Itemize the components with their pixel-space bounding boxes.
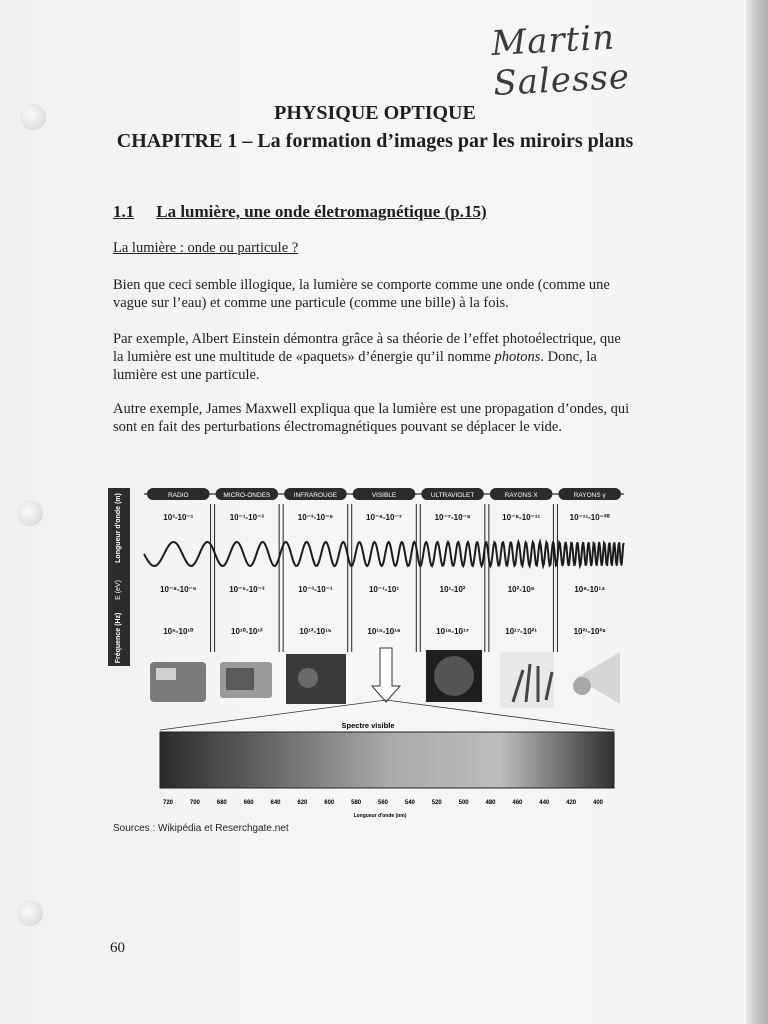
chapter-title: CHAPITRE 1 – La formation d’images par les miroirs plans — [116, 130, 634, 152]
subheading: La lumière : onde ou particule ? — [113, 240, 299, 256]
frequency-value: 10¹⁰-10¹² — [231, 627, 263, 636]
down-arrow — [372, 648, 400, 702]
page-number: 60 — [110, 940, 125, 956]
frequency-value: 10¹⁷-10²¹ — [505, 627, 538, 636]
wavelength-value: 10⁻⁸-10⁻¹¹ — [502, 513, 541, 522]
wavelength-value: 10⁻⁷-10⁻⁸ — [434, 513, 471, 522]
section-title: La lumière, une onde életromagnétique (p.15) — [156, 202, 487, 221]
energy-value: 10⁻¹-10¹ — [368, 585, 400, 594]
sources-caption: Sources : Wikipédia et Reserchgate.net — [113, 823, 289, 834]
energy-value: 10⁻³-10⁻¹ — [298, 585, 333, 594]
energy-value: 10⁻⁵-10⁻³ — [229, 585, 265, 594]
visible-spectrum-bar — [160, 732, 614, 788]
nm-tick-label: 660 — [243, 800, 254, 806]
wavelength-value: 10⁻⁶-10⁻⁷ — [366, 513, 402, 522]
paragraph-2: Par exemple, Albert Einstein démontra grâce à sa théorie de l’effet photoélectrique, que la lumière est une multitude de «paquets» d’énergie qu’il nomme photons. Donc, la lumière est une particule. — [113, 331, 621, 383]
energy-value: 10²-10⁶ — [507, 585, 535, 594]
nm-tick-label: 400 — [592, 800, 604, 806]
paragraph-1: Bien que ceci semble illogique, la lumière se comporte comme une onde (comme une vague sur l’eau) et comme une particule (comme une bille) à la fois. — [113, 277, 610, 311]
binder-hole — [17, 500, 43, 526]
nm-tick-label: 500 — [458, 800, 469, 806]
nm-tick-label: 540 — [404, 800, 415, 806]
page-edge — [746, 0, 768, 1024]
binder-hole — [17, 900, 43, 926]
nm-tick-label: 580 — [351, 800, 362, 806]
nm-tick-label: 520 — [431, 800, 442, 806]
band-label: VISIBLE — [371, 492, 397, 499]
nm-tick-label: 600 — [324, 800, 335, 806]
wave-curve — [144, 542, 624, 566]
nm-tick-label: 560 — [377, 800, 389, 806]
handwritten-signature: Martin Salesse — [490, 17, 631, 104]
energy-row-label: E (eV) — [115, 580, 122, 600]
section-heading — [113, 202, 487, 222]
visible-spectrum-label: Spectre visible — [341, 721, 395, 730]
frequency-value: 10⁵-10¹⁰ — [163, 627, 194, 636]
nm-axis-label: Longueur d'onde (nm) — [353, 813, 407, 819]
nm-tick-label: 460 — [512, 800, 523, 806]
wavelength-value: 10³-10⁻¹ — [163, 513, 194, 522]
wavelength-value: 10⁻¹-10⁻³ — [229, 513, 264, 522]
frequency-value: 10¹²-10¹⁵ — [299, 627, 332, 636]
paragraph-3: Autre exemple, James Maxwell expliqua que la lumière est une propagation d’ondes, qui sont en fait des perturbations électromagnétiques pouvant se déplacer le vide. — [113, 401, 630, 435]
band-label: ULTRAVIOLET — [430, 492, 475, 499]
wavelength-row-label: Longueur d'onde (m) — [115, 493, 122, 563]
wavelength-value: 10⁻³-10⁻⁶ — [297, 513, 334, 522]
nm-tick-label: 700 — [189, 800, 200, 806]
nm-tick-label: 640 — [270, 800, 281, 806]
energy-value: 10⁻⁸-10⁻⁵ — [160, 585, 197, 594]
band-label: RAYONS X — [504, 492, 538, 499]
page-title — [100, 100, 650, 154]
frequency-row-label: Fréquence (Hz) — [115, 612, 122, 664]
nm-tick-label: 680 — [216, 800, 227, 806]
energy-value: 10¹-10² — [439, 585, 466, 594]
nm-tick-label: 480 — [485, 800, 496, 806]
nm-tick-label: 720 — [162, 800, 174, 806]
electromagnetic-spectrum-figure — [108, 480, 638, 825]
band-label: RADIO — [167, 492, 189, 499]
frequency-value: 10²¹-10²⁸ — [573, 627, 606, 636]
frequency-value: 10¹⁵-10¹⁶ — [367, 627, 401, 636]
nm-tick-label: 620 — [297, 800, 308, 806]
binder-hole — [20, 104, 46, 130]
band-label: MICRO-ONDES — [223, 492, 271, 499]
section-number: 1.1 — [113, 202, 135, 221]
course-title: PHYSIQUE OPTIQUE — [274, 102, 476, 124]
nm-tick-label: 440 — [539, 800, 550, 806]
photons-term: photons — [494, 349, 541, 365]
energy-value: 10⁶-10¹⁴ — [574, 585, 606, 594]
nm-tick-label: 420 — [566, 800, 577, 806]
band-label: INFRAROUGE — [293, 492, 338, 499]
frequency-value: 10¹⁶-10¹⁷ — [436, 627, 469, 636]
wavelength-value: 10⁻¹¹-10⁻²⁰ — [569, 513, 610, 522]
band-label: RAYONS γ — [573, 492, 606, 499]
